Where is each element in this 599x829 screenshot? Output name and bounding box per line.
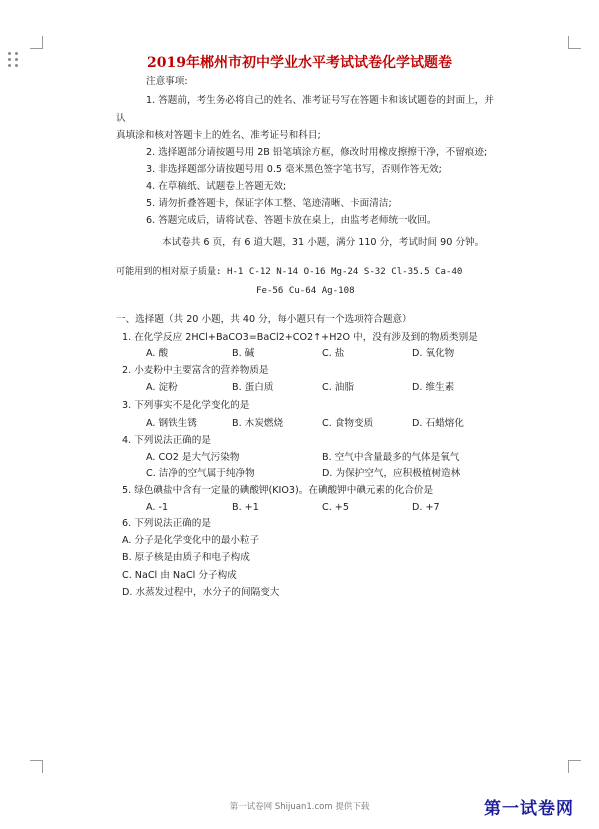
- question-6-option-b: B. 原子核是由质子和电子构成: [122, 552, 250, 563]
- question-3-option-b: B. 木炭燃烧: [232, 418, 284, 429]
- question-6-option-c: C. NaCl 由 NaCl 分子构成: [122, 570, 237, 581]
- notice-item-1-cont: 真填涂和核对答题卡上的姓名、准考证号和科目;: [116, 130, 321, 141]
- question-4-option-a: A. CO2 是大气污染物: [146, 452, 240, 463]
- notice-heading: 注意事项:: [146, 76, 188, 87]
- question-4-option-d: D. 为保护空气，应积极植树造林: [322, 468, 461, 479]
- question-1-option-b: B. 碱: [232, 348, 255, 359]
- question-2-option-a: A. 淀粉: [146, 382, 178, 393]
- crop-mark-top-left: [30, 36, 43, 49]
- question-1-option-c: C. 盐: [322, 348, 345, 359]
- atomic-masses-line-2: Fe-56 Cu-64 Ag-108: [256, 286, 355, 296]
- question-6-stem: 6. 下列说法正确的是: [122, 518, 211, 529]
- question-5-option-c: C. +5: [322, 502, 349, 513]
- notice-item-6: 6. 答题完成后，请将试卷、答题卡放在桌上，由监考老师统一收回。: [146, 215, 437, 226]
- atomic-masses-line-1: 可能用到的相对原子质量: H-1 C-12 N-14 O-16 Mg-24 S-32 Cl-35.5 Ca-40: [116, 267, 463, 277]
- section-heading: 一、选择题（共 20 小题，共 40 分，每小题只有一个选项符合题意）: [116, 314, 412, 325]
- question-5-option-a: A. -1: [146, 502, 169, 513]
- question-1-option-a: A. 酸: [146, 348, 169, 359]
- question-5-stem: 5. 绿色碘盐中含有一定量的碘酸钾(KIO3)。在碘酸钾中碘元素的化合价是: [122, 485, 434, 496]
- crop-mark-bottom-left: [30, 760, 43, 773]
- question-3-option-a: A. 钢铁生锈: [146, 418, 197, 429]
- question-2-option-b: B. 蛋白质: [232, 382, 274, 393]
- question-3-stem: 3. 下列事实不是化学变化的是: [122, 400, 250, 411]
- exam-summary: 本试卷共 6 页，有 6 道大题，31 小题，满分 110 分，考试时间 90 分钟。: [162, 237, 485, 248]
- site-logo: 第一试卷网: [484, 799, 574, 819]
- notice-item-2: 2. 选择题部分请按题号用 2B 铅笔填涂方框，修改时用橡皮擦擦干净，不留痕迹;: [146, 147, 488, 158]
- question-3-option-c: C. 食物变质: [322, 418, 374, 429]
- question-2-option-d: D. 维生素: [412, 382, 455, 393]
- question-3-option-d: D. 石蜡熔化: [412, 418, 464, 429]
- page-title: 2019年郴州市初中学业水平考试试卷化学试题卷: [147, 55, 452, 71]
- notice-item-5: 5. 请勿折叠答题卡，保证字体工整、笔迹清晰、卡面清洁;: [146, 198, 392, 209]
- question-4-option-c: C. 洁净的空气属于纯净物: [146, 468, 255, 479]
- crop-mark-top-right: [568, 36, 581, 49]
- question-4-stem: 4. 下列说法正确的是: [122, 435, 211, 446]
- notice-item-4: 4. 在草稿纸、试题卷上答题无效;: [146, 181, 287, 192]
- question-6-option-d: D. 水蒸发过程中，水分子的间隔变大: [122, 587, 280, 598]
- crop-mark-bottom-right: [568, 760, 581, 773]
- question-4-option-b: B. 空气中含量最多的气体是氧气: [322, 452, 460, 463]
- notice-item-1-wrap: 认: [116, 113, 126, 124]
- notice-item-1: 1. 答题前，考生务必将自己的姓名、准考证号写在答题卡和该试题卷的封面上，并: [146, 95, 494, 106]
- question-2-option-c: C. 油脂: [322, 382, 354, 393]
- notice-item-3: 3. 非选择题部分请按题号用 0.5 毫米黑色签字笔书写，否则作答无效;: [146, 164, 442, 175]
- question-5-option-d: D. +7: [412, 502, 440, 513]
- question-1-option-d: D. 氧化物: [412, 348, 455, 359]
- question-2-stem: 2. 小麦粉中主要富含的营养物质是: [122, 365, 269, 376]
- question-6-option-a: A. 分子是化学变化中的最小粒子: [122, 535, 260, 546]
- question-1-stem: 1. 在化学反应 2HCl+BaCO3=BaCl2+CO2↑+H2O 中，没有涉及到的物质类别是: [122, 332, 478, 343]
- question-5-option-b: B. +1: [232, 502, 259, 513]
- footer-watermark: 第一试卷网 Shijuan1.com 提供下载: [229, 802, 370, 812]
